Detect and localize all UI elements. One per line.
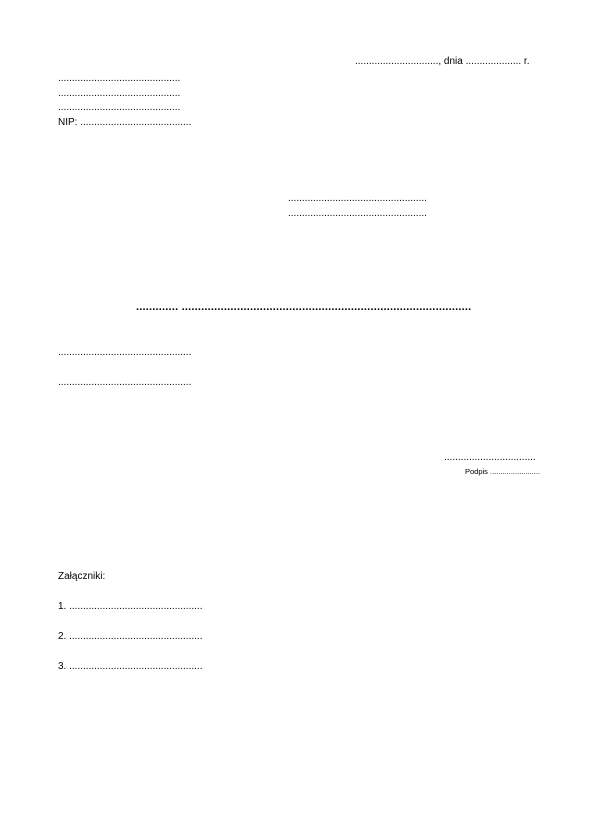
attachment-item-3: 3. ................................................ bbox=[58, 661, 203, 672]
attachment-item-2: 2. ................................................ bbox=[58, 631, 203, 642]
recipient-line-1: .................................................. bbox=[288, 193, 427, 204]
sender-line-1: ............................................ bbox=[58, 73, 181, 84]
attachment-item-1: 1. ................................................ bbox=[58, 601, 203, 612]
signature-line: ................................. bbox=[444, 452, 536, 463]
attachments-heading: Załączniki: bbox=[58, 571, 106, 582]
signature-label: Podpis ........................ bbox=[465, 467, 541, 476]
sender-line-2: ............................................ bbox=[58, 88, 181, 99]
sender-line-3: ............................................ bbox=[58, 102, 181, 113]
sender-nip-line: NIP: ........................................ bbox=[58, 117, 192, 128]
body-line-2: ................................................ bbox=[58, 377, 192, 388]
place-date-line: .............................., dnia .................... r. bbox=[355, 56, 530, 67]
recipient-line-2: .................................................. bbox=[288, 208, 427, 219]
document-title: ............. ......................................................................................... bbox=[136, 301, 472, 313]
body-line-1: ................................................ bbox=[58, 347, 192, 358]
